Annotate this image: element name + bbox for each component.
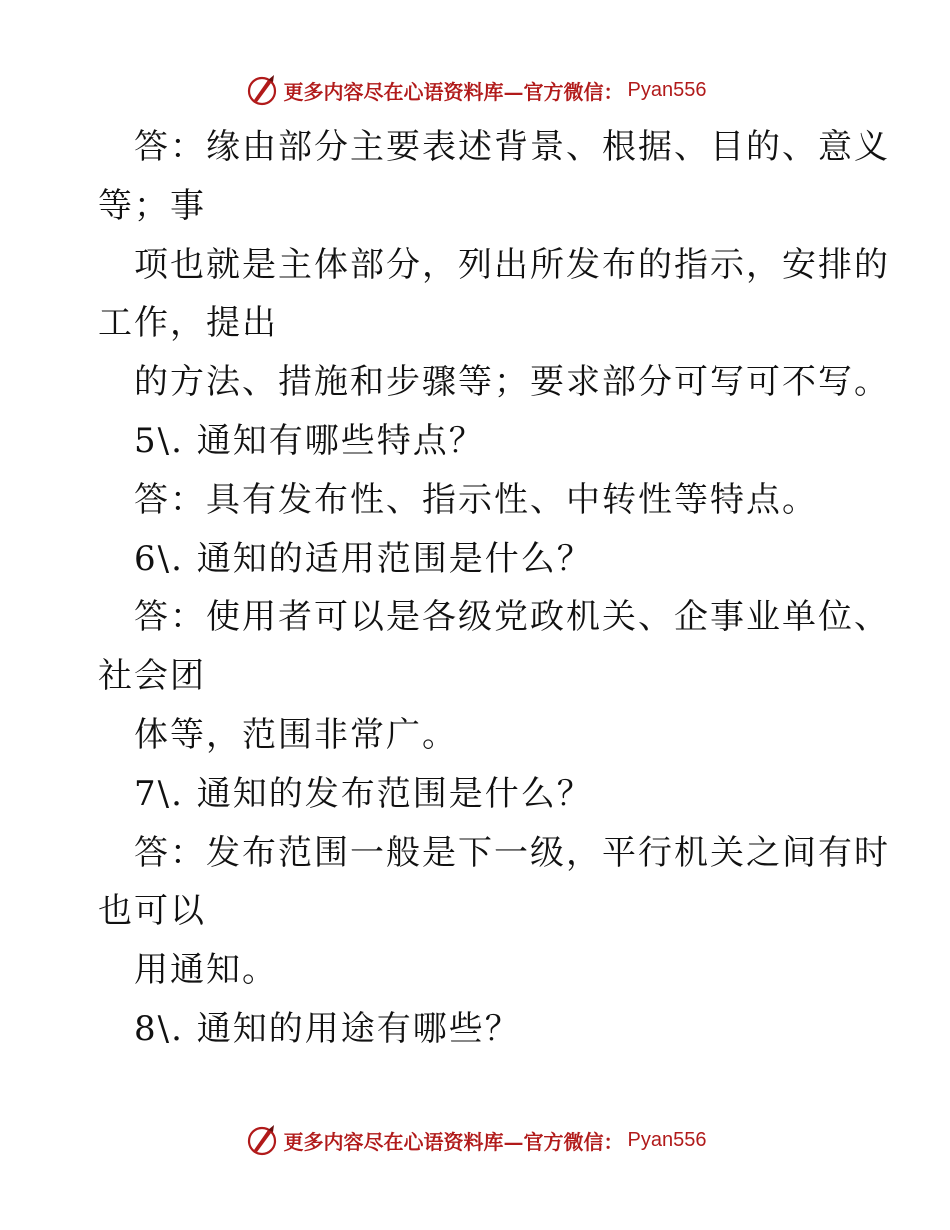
watermark-wechat-id: Pyan556 [627,78,707,101]
quill-logo-icon [244,1122,280,1158]
watermark-text: 更多内容尽在心语资料库—官方微信： [283,1129,624,1154]
text-line: 也可以 [98,891,206,932]
watermark-wechat-id: Pyan556 [627,1128,707,1151]
footer-watermark [0,1120,950,1160]
text-line: 社会团 [98,656,206,697]
question-line: 7\. 通知的发布范围是什么？ [134,773,593,814]
question-line: 8\. 通知的用途有哪些？ [134,1008,521,1049]
question-line: 6\. 通知的适用范围是什么？ [134,538,593,579]
document-body [98,118,890,1059]
text-line: 答：发布范围一般是下一级，平行机关之间有时 [134,832,890,873]
header-watermark [0,70,950,110]
text-line: 答：具有发布性、指示性、中转性等特点。 [134,479,818,520]
text-line: 体等，范围非常广。 [134,714,458,755]
text-line: 项也就是主体部分，列出所发布的指示，安排的 [134,244,890,285]
text-line: 等；事 [98,185,206,226]
quill-logo-icon [244,72,280,108]
text-line: 的方法、措施和步骤等；要求部分可写可不写。 [134,362,890,403]
text-line: 答：使用者可以是各级党政机关、企事业单位、 [134,597,890,638]
text-line: 用通知。 [134,950,278,991]
question-line: 5\. 通知有哪些特点？ [134,420,485,461]
text-line: 工作，提出 [98,303,278,344]
text-line: 答：缘由部分主要表述背景、根据、目的、意义 [134,127,890,167]
watermark-text: 更多内容尽在心语资料库—官方微信： [283,79,624,104]
